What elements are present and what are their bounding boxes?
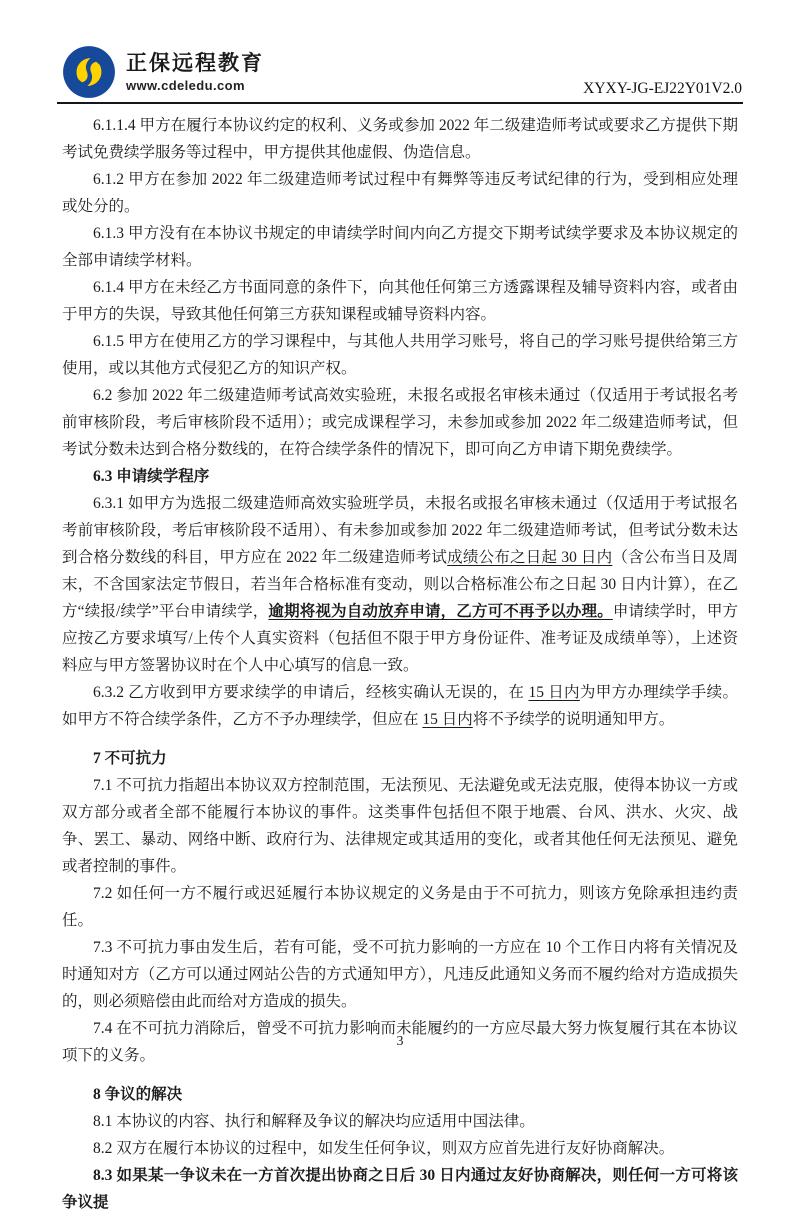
paragraph	[62, 328, 738, 382]
text-run: 8 争议的解决	[93, 1086, 183, 1103]
text-run: 6.1.5 甲方在使用乙方的学习课程中，与其他人共用学习账号，将自己的学习账号提供给第三方使用，或以其他方式侵犯乙方的知识产权。	[62, 333, 738, 377]
page-footer	[0, 1034, 800, 1050]
company-logo-icon	[62, 45, 116, 99]
text-run: 6.1.2 甲方在参加 2022 年二级建造师考试过程中有舞弊等违反考试纪律的行为，受到相应处理或处分的。	[62, 171, 738, 215]
paragraph	[62, 112, 738, 166]
document-code: XYXY-JG-EJ22Y01V2.0	[583, 80, 742, 97]
paragraph	[62, 1162, 738, 1216]
text-run: 逾期将视为自动放弃申请，乙方可不再予以办理。	[268, 603, 613, 620]
text-run: 6.1.3 甲方没有在本协议书规定的申请续学时间内向乙方提交下期考试续学要求及本协议规定的全部申请续学材料。	[62, 225, 738, 269]
text-run: 为甲方办理续学手续。如甲方不符合续学条件，乙方不予办理续学，但应在	[62, 684, 738, 728]
text-run: 7.3 不可抗力事由发生后，若有可能，受不可抗力影响的一方应在 10 个工作日内将有关情况及时通知对方（乙方可以通过网站公告的方式通知甲方），凡违反此通知义务而不履约给对方造成损失的，则必须赔偿由此而给对方造成的损失。	[62, 939, 738, 1010]
text-run: 15 日内	[422, 711, 473, 728]
company-website: www.cdeledu.com	[126, 77, 245, 93]
paragraph	[62, 679, 738, 733]
text-run: 将不予续学的说明通知甲方。	[472, 711, 675, 728]
paragraph	[62, 220, 738, 274]
text-run: 6.2 参加 2022 年二级建造师考试高效实验班，未报名或报名审核未通过（仅适用于考试报名考前审核阶段，考后审核阶段不适用）；或完成课程学习，未参加或参加 2022 年二级建造师考试，但考试分数未达到合格分数线的，在符合续学条件的情况下，即可向乙方申请下期免费续学。	[62, 387, 738, 458]
paragraph	[62, 772, 738, 880]
text-run: 8.2 双方在履行本协议的过程中，如发生任何争议，则双方应首先进行友好协商解决。	[93, 1140, 675, 1157]
paragraph	[62, 382, 738, 463]
text-run: （含公布当日及周末，不含国家法定节假日，若当年合格标准有变动，则以合格标准公布之日起 30 日内计算），在乙方“续报/续学”平台申请续学，	[62, 549, 738, 620]
text-run: 成绩公布之日起 30 日内	[447, 549, 613, 566]
logo-circle	[63, 46, 115, 98]
text-run: 7.2 如任何一方不履行或迟延履行本协议规定的义务是由于不可抗力，则该方免除承担违约责任。	[62, 885, 738, 929]
text-run: 6.1.1.4 甲方在履行本协议约定的权利、义务或参加 2022 年二级建造师考试或要求乙方提供下期考试免费续学服务等过程中，甲方提供其他虚假、伪造信息。	[62, 117, 738, 161]
text-run: 8.3 如果某一争议未在一方首次提出协商之日后 30 日内通过友好协商解决，则任何一方可将该争议提	[62, 1167, 738, 1211]
paragraph	[62, 1135, 738, 1162]
paragraph	[62, 880, 738, 934]
section-heading	[62, 745, 738, 772]
document-body	[62, 112, 738, 1216]
text-run: 7.1 不可抗力指超出本协议双方控制范围，无法预见、无法避免或无法克服，使得本协议一方或双方部分或者全部不能履行本协议的事件。这类事件包括但不限于地震、台风、洪水、火灾、战争、罢工、暴动、网络中断、政府行为、法律规定或其适用的变化，或者其他任何无法预见、避免或者控制的事件。	[62, 777, 738, 875]
header-divider	[57, 102, 743, 104]
text-run: 8.1 本协议的内容、执行和解释及争议的解决均应适用中国法律。	[93, 1113, 535, 1130]
text-run: 7 不可抗力	[93, 750, 167, 767]
text-run: 6.1.4 甲方在未经乙方书面同意的条件下，向其他任何第三方透露课程及辅导资料内容，或者由于甲方的失误，导致其他任何第三方获知课程或辅导资料内容。	[62, 279, 738, 323]
company-name: 正保远程教育	[126, 52, 264, 76]
text-run: 6.3.1 如甲方为选报二级建造师高效实验班学员，未报名或报名审核未通过（仅适用于考试报名考前审核阶段，考后审核阶段不适用）、有未参加或参加 2022 年二级建造师考试，但考试分数未达到合格分数线的科目，甲方应在 2022 年二级建造师考试	[62, 495, 738, 566]
paragraph	[62, 274, 738, 328]
text-run: 7.4 在不可抗力消除后，曾受不可抗力影响而未能履约的一方应尽最大努力恢复履行其在本协议项下的义务。	[62, 1020, 738, 1064]
section-heading	[62, 1081, 738, 1108]
page-header	[0, 0, 800, 102]
text-run: 申请续学时，甲方应按乙方要求填写/上传个人真实资料（包括但不限于甲方身份证件、准考证及成绩单等），上述资料应与甲方签署协议时在个人中心填写的信息一致。	[62, 603, 738, 674]
page-number: 3	[396, 1034, 404, 1049]
paragraph	[62, 934, 738, 1015]
text-run: 6.3 申请续学程序	[93, 468, 210, 485]
section-heading	[62, 463, 738, 490]
text-run: 6.3.2 乙方收到甲方要求续学的申请后，经核实确认无误的，在	[93, 684, 529, 701]
text-run: 15 日内	[528, 684, 580, 701]
logo-text-block	[126, 51, 264, 92]
paragraph	[62, 490, 738, 679]
paragraph	[62, 166, 738, 220]
company-logo	[62, 45, 264, 99]
